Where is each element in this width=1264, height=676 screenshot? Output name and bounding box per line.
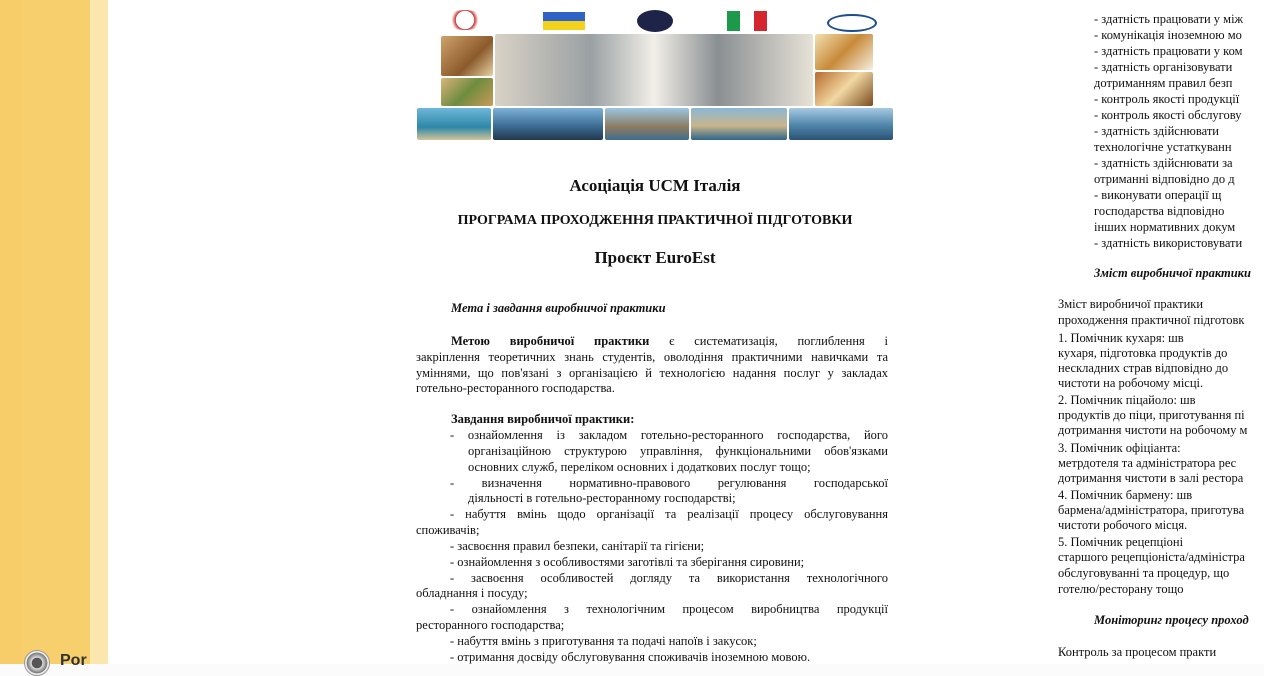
rc-line: чистоти на робочому місці. — [1058, 376, 1204, 390]
task-item: споживачів; — [416, 523, 480, 537]
header-logos — [417, 8, 893, 34]
task-item: обладнання і посуду; — [416, 586, 528, 600]
task-item: - ознайомлення з технологічним процесом виробництва продукції — [450, 602, 888, 616]
task-item: організаційною структурою управління, функціональними обов'язками — [468, 444, 888, 458]
rc-line: господарства відповідно — [1094, 204, 1225, 218]
tasks-heading: Завдання виробничої практики: — [451, 412, 635, 426]
rc-line: старшого рецепціоніста/адміністра — [1058, 550, 1245, 564]
italy-flag-icon — [727, 11, 767, 31]
rc-line: 1. Помічник кухаря: шв — [1058, 331, 1184, 345]
goal-line: закріплення теоретичних знань студентів, оволодіння практичними навичками та — [416, 350, 888, 364]
rc-line: обслуговуванні та процедур, що — [1058, 566, 1230, 580]
ucm-logo-icon — [445, 10, 485, 30]
rc-line: - здатність працювати у між — [1094, 12, 1244, 26]
rc-line: нескладних страв відповідно до — [1058, 361, 1229, 375]
rc-line: Контроль за процесом практи — [1058, 645, 1217, 659]
chefs-photo — [495, 34, 813, 106]
goal-paragraph — [416, 334, 888, 350]
food-photo — [815, 72, 873, 106]
rc-line: - виконувати операції щ — [1094, 188, 1222, 202]
rc-line: - здатність організовувати — [1094, 60, 1233, 74]
task-item: ресторанного господарства; — [416, 618, 565, 632]
ukraine-flag-icon — [543, 12, 585, 30]
rc-line: отриманні відповідно до д — [1094, 172, 1235, 186]
rc-line: - контроль якості обслугову — [1094, 108, 1242, 122]
food-photo — [815, 34, 873, 70]
rc-line: 5. Помічник рецепціоні — [1058, 535, 1184, 549]
rc-line: - здатність здійснювати за — [1094, 156, 1233, 170]
rc-line: готелю/ресторану тощо — [1058, 582, 1184, 596]
rc-line: 4. Помічник бармену: шв — [1058, 488, 1193, 502]
rc-line: дотримання чистоти на робочому м — [1058, 423, 1248, 437]
coast-photo — [605, 108, 689, 140]
task-item: діяльності в готельно-ресторанному господарстві; — [468, 491, 736, 505]
goal-text: є систематизація, поглиблення і — [669, 334, 888, 348]
coast-photo — [789, 108, 893, 140]
task-item: - засвоєння правил безпеки, санітарії та гігієни; — [450, 539, 705, 553]
task-item: - ознайомлення з особливостями заготівлі та зберігання сировини; — [450, 555, 805, 569]
task-item: - визначення нормативно-правового регулювання господарської — [450, 476, 888, 490]
coast-photo — [691, 108, 787, 140]
rc-line: - комунікація іноземною мо — [1094, 28, 1242, 42]
left-margin-strip — [0, 0, 22, 664]
rc-line: інших нормативних докум — [1094, 220, 1236, 234]
project-title: Проєкт EuroEst — [594, 248, 716, 267]
goal-term: Метою виробничої практики — [451, 334, 650, 348]
task-item: - набуття вмінь з приготування та подачі напоїв і закусок; — [450, 634, 757, 648]
app-logo-icon — [24, 650, 50, 676]
coast-photo — [493, 108, 603, 140]
rc-line: - контроль якості продукції — [1094, 92, 1240, 106]
section-heading: Мета і завдання виробничої практики — [451, 301, 666, 315]
task-item: - ознайомлення із закладом готельно-ресторанного господарства, його — [450, 428, 888, 442]
rc-line: 3. Помічник офіціанта: — [1058, 441, 1181, 455]
eu-emblem-icon — [637, 10, 673, 32]
goal-line: готельно-ресторанного господарства. — [416, 381, 615, 395]
program-title: ПРОГРАМА ПРОХОДЖЕННЯ ПРАКТИЧНОЇ ПІДГОТОВКИ — [457, 213, 853, 228]
rc-section-heading: Зміст виробничої практики — [1094, 266, 1251, 280]
presenter-badge-label: Por — [60, 652, 87, 669]
partner-logo-icon — [827, 14, 877, 32]
rc-line: проходження практичної підготовк — [1058, 313, 1245, 327]
task-item: основних служб, переліком основних і додаткових послуг тощо; — [468, 460, 811, 474]
presenter-badge[interactable] — [24, 646, 104, 669]
header-collage — [417, 8, 893, 142]
rc-line: - здатність працювати у ком — [1094, 44, 1243, 58]
rc-line: чистоти робочого місця. — [1058, 518, 1188, 532]
task-item: - отримання досвіду обслуговування споживачів іноземною мовою. — [450, 650, 811, 664]
left-margin-strip — [22, 0, 90, 664]
goal-line: уміннями, що пов'язані з організацією й технологією надання послуг у закладах — [416, 366, 888, 380]
rc-line: кухаря, підготовка продуктів до — [1058, 346, 1228, 360]
task-item: - засвоєння особливостей догляду та використання технологічного — [450, 571, 888, 585]
rc-line: дотримання чистоти в залі рестора — [1058, 471, 1244, 485]
rc-line: бармена/адміністратора, приготува — [1058, 503, 1245, 517]
rc-line: Зміст виробничої практики — [1058, 297, 1204, 311]
food-photo — [441, 78, 493, 106]
coast-photo — [417, 108, 491, 140]
next-page-column — [1058, 0, 1264, 664]
food-photo — [441, 36, 493, 76]
rc-line: метрдотеля та адміністратора рес — [1058, 456, 1237, 470]
left-margin-strip — [90, 0, 108, 664]
rc-section-heading: Моніторинг процесу проход — [1094, 613, 1249, 627]
task-item: - набуття вмінь щодо організації та реалізації процесу обслуговування — [450, 507, 888, 521]
association-title: Асоціація UCM Італія — [569, 176, 741, 195]
rc-line: - здатність здійснювати — [1094, 124, 1219, 138]
rc-line: дотриманням правил безп — [1094, 76, 1233, 90]
rc-line: 2. Помічник піцайоло: шв — [1058, 393, 1196, 407]
rc-line: технологічне устаткуванн — [1094, 140, 1232, 154]
rc-line: продуктів до піци, приготування пі — [1058, 408, 1245, 422]
rc-line: - здатність використовувати — [1094, 236, 1243, 250]
